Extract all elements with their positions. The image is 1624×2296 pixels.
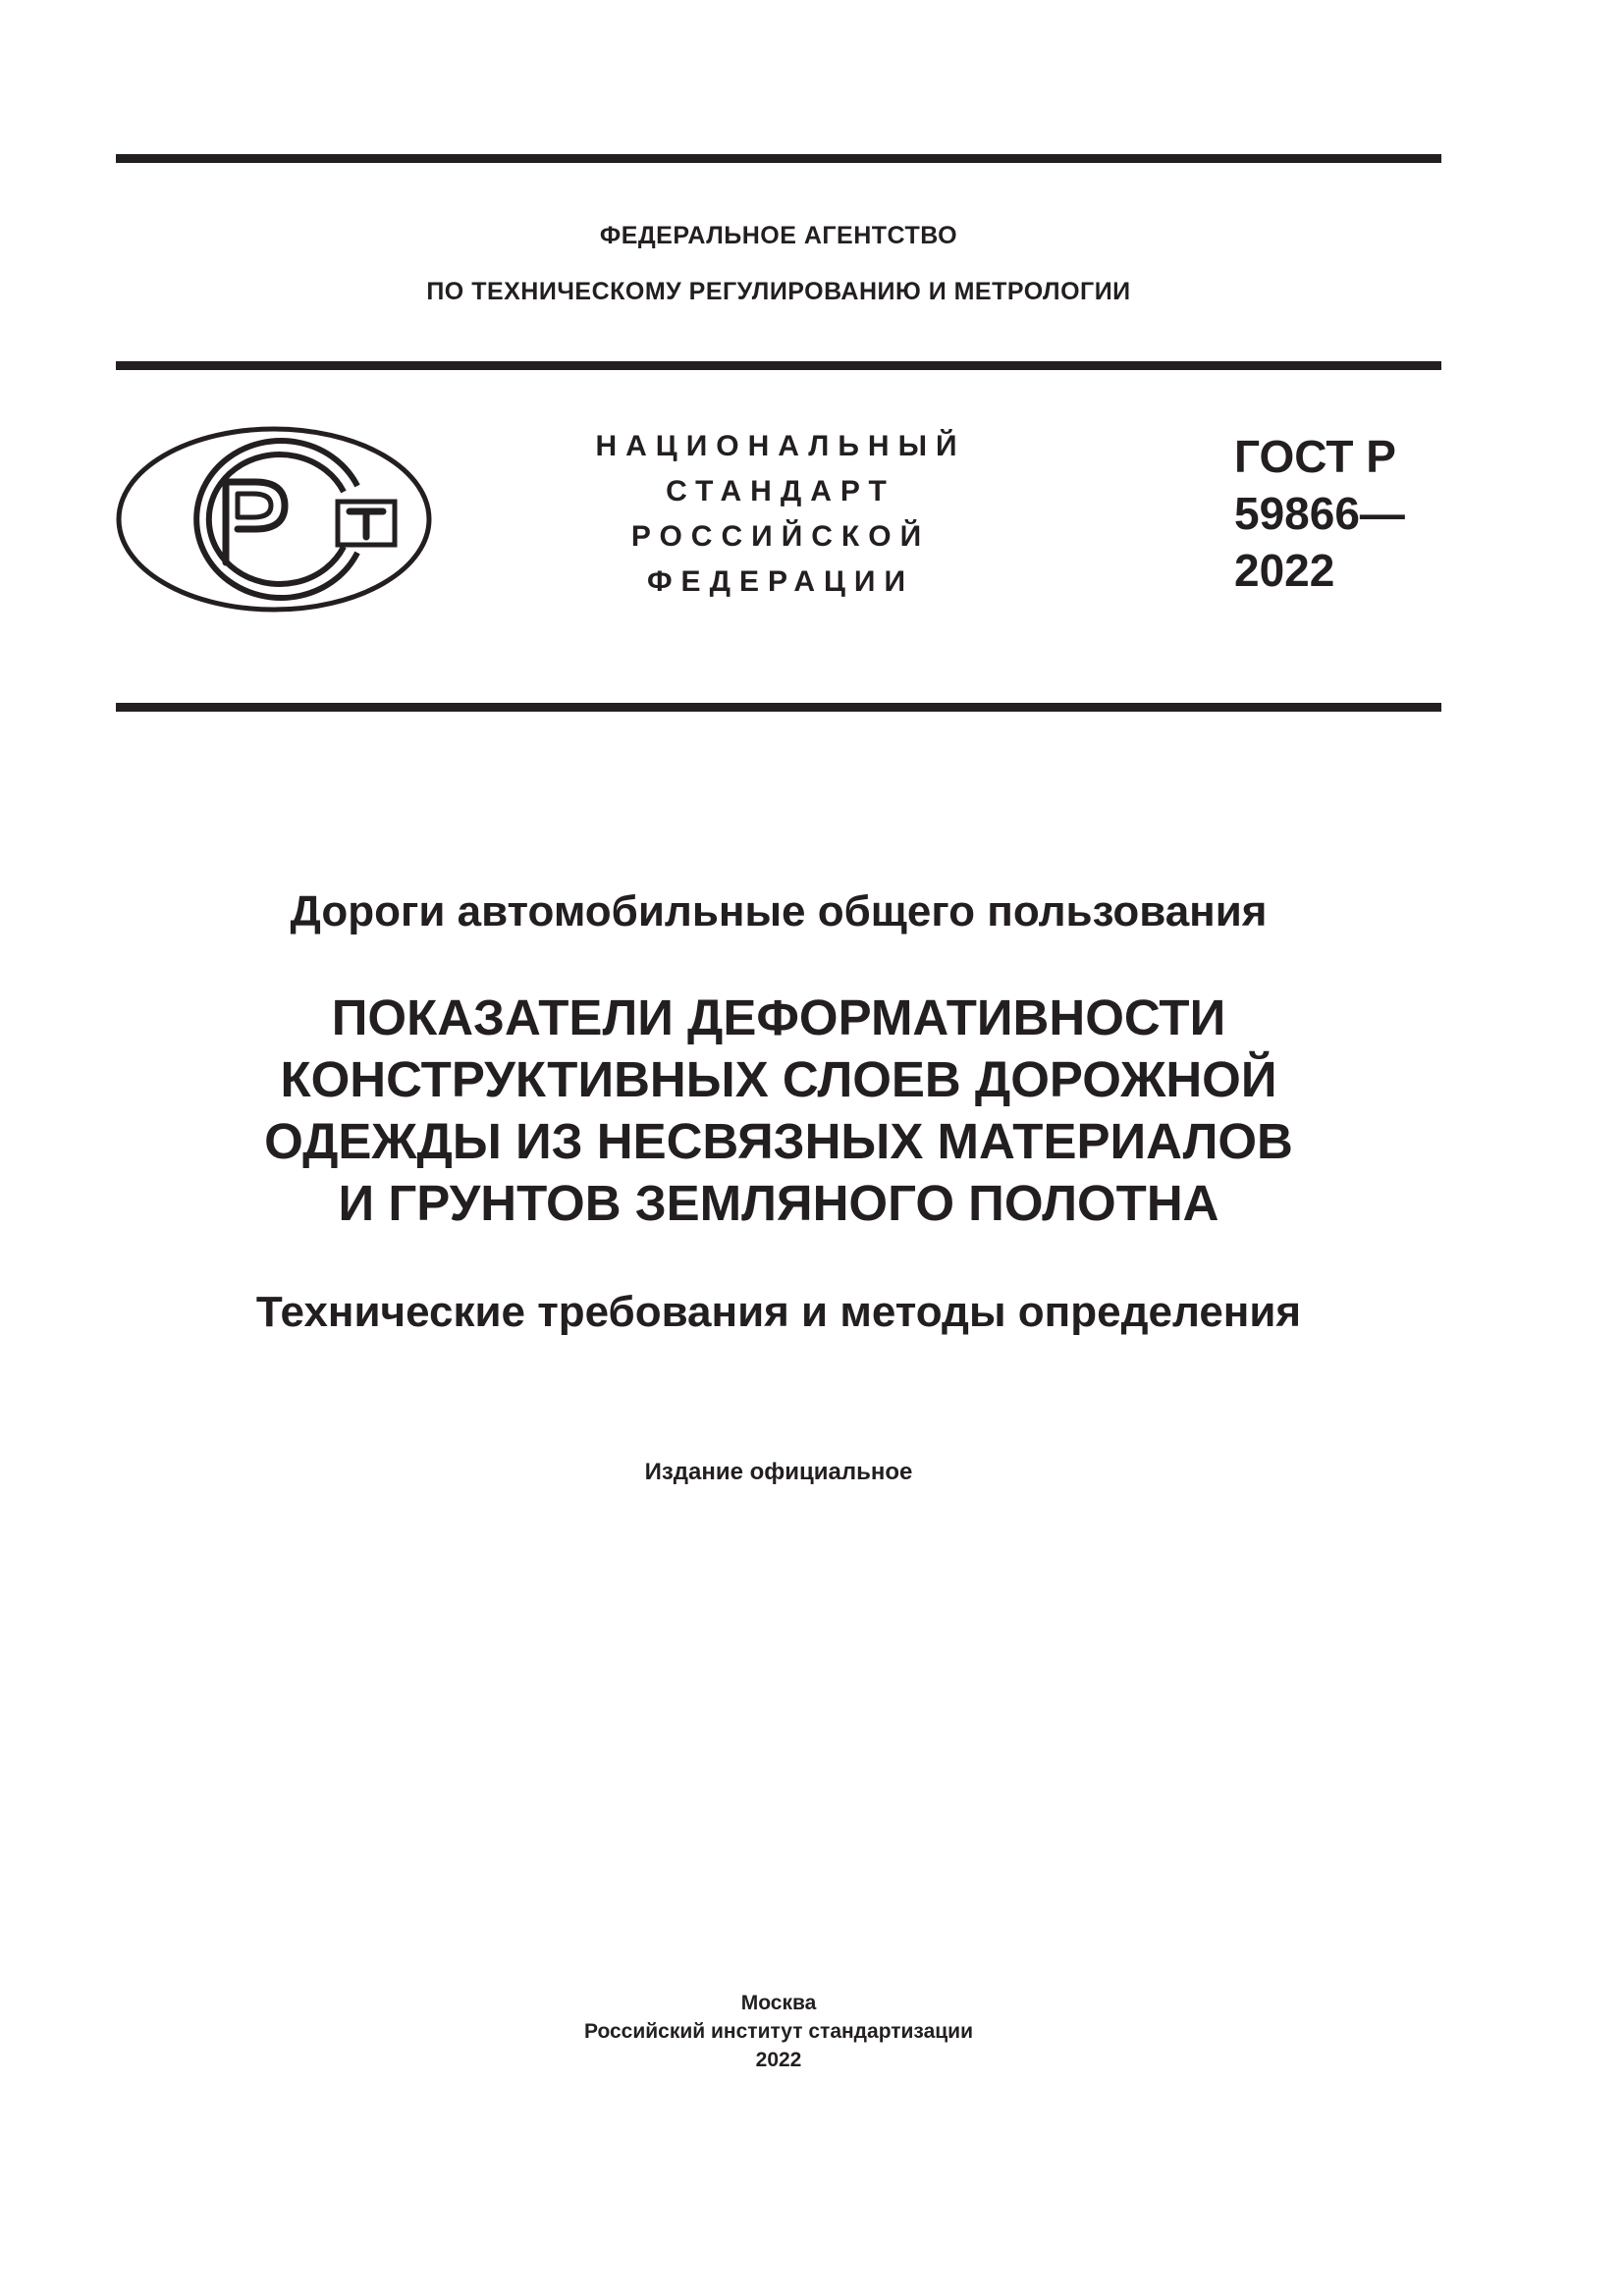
- edition-note: Издание официальное: [644, 1459, 913, 1485]
- imprint-publisher: Российский институт стандартизации: [583, 2020, 974, 2043]
- standard-designation: [1234, 428, 1405, 599]
- title-line3: ОДЕЖДЫ ИЗ НЕСВЯЗНЫХ МАТЕРИАЛОВ: [264, 1113, 1293, 1169]
- title-block-rule: [116, 703, 1441, 712]
- standard-type-line1: НАЦИОНАЛЬНЫЙ: [595, 430, 966, 462]
- top-rule: [116, 154, 1441, 163]
- title-line2: КОНСТРУКТИВНЫХ СЛОЕВ ДОРОЖНОЙ: [280, 1051, 1277, 1107]
- title-line4: И ГРУНТОВ ЗЕМЛЯНОГО ПОЛОТНА: [338, 1175, 1219, 1231]
- title-line1: ПОКАЗАТЕЛИ ДЕФОРМАТИВНОСТИ: [331, 989, 1226, 1045]
- imprint-year: 2022: [755, 2049, 802, 2071]
- imprint-city: Москва: [740, 1992, 817, 2014]
- designation-line1: ГОСТ Р: [1234, 431, 1396, 482]
- document-subtitle: Технические требования и методы определения: [255, 1288, 1302, 1336]
- rst-certification-logo-icon: [116, 425, 432, 614]
- standard-type-line3: РОССИЙСКОЙ: [630, 520, 931, 553]
- designation-line3: 2022: [1234, 545, 1335, 596]
- document-subject: Дороги автомобильные общего пользования: [290, 887, 1268, 935]
- designation-line2: 59866—: [1234, 488, 1405, 539]
- standard-type-line4: ФЕДЕРАЦИИ: [646, 565, 915, 598]
- imprint: [116, 1989, 1441, 2074]
- agency-name-line2: ПО ТЕХНИЧЕСКОМУ РЕГУЛИРОВАНИЮ И МЕТРОЛОГИИ: [426, 278, 1131, 305]
- standard-type-line2: СТАНДАРТ: [666, 475, 895, 507]
- agency-name-line1: ФЕДЕРАЛЬНОЕ АГЕНТСТВО: [599, 222, 958, 249]
- standard-type: [550, 424, 1011, 605]
- header-rule: [116, 361, 1441, 370]
- document-title: [116, 987, 1441, 1234]
